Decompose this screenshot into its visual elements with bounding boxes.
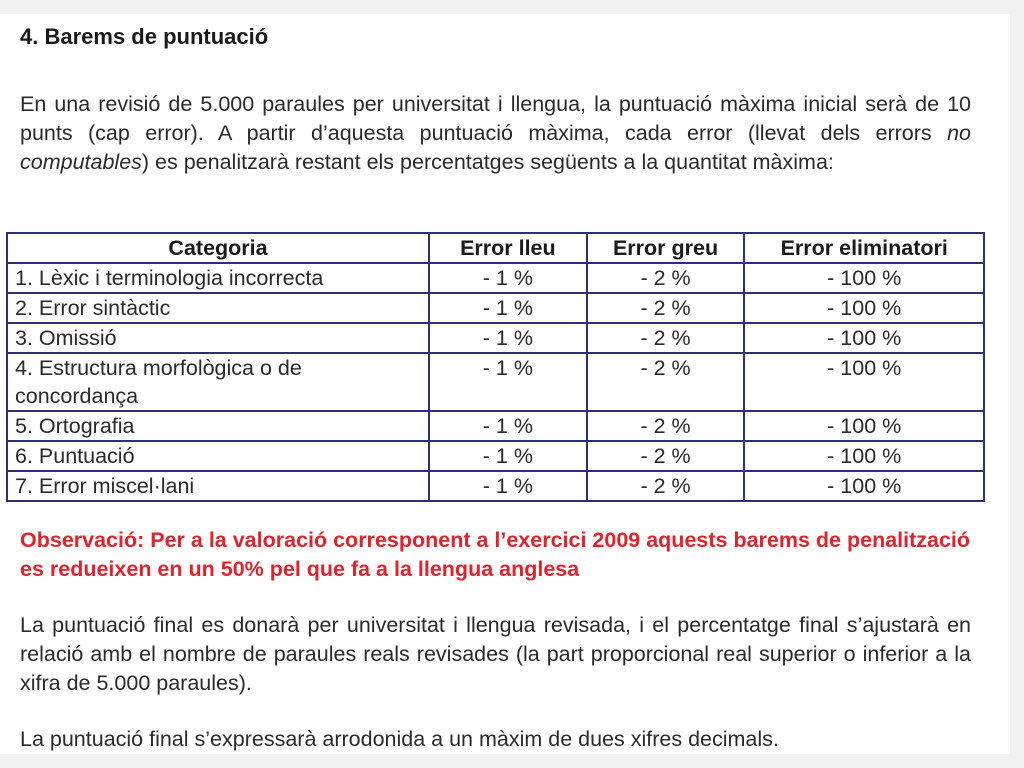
table-row [7,411,984,441]
eliminatori-cell: - 100 % [744,293,984,323]
intro-italic-text: no computables [20,121,971,174]
lleu-cell: - 1 % [429,353,587,411]
column-header-greu: Error greu [587,233,745,263]
greu-cell: - 2 % [587,323,745,353]
category-cell: 7. Error miscel·lani [7,471,429,501]
intro-paragraph [20,90,971,177]
table-row [7,471,984,501]
rounding-paragraph: La puntuació final s’expressarà arrodonida a un màxim de dues xifres decimals. [20,727,779,751]
eliminatori-cell: - 100 % [744,323,984,353]
category-cell: 3. Omissió [7,323,429,353]
category-cell: 5. Ortografia [7,411,429,441]
table-row [7,441,984,471]
eliminatori-cell: - 100 % [744,441,984,471]
penalty-table [6,232,985,502]
greu-cell: - 2 % [587,293,745,323]
table-row [7,353,984,411]
intro-text-end: ) es penalitzarà restant els percentatges següents a la quantitat màxima: [141,150,834,174]
greu-cell: - 2 % [587,411,745,441]
eliminatori-cell: - 100 % [744,263,984,293]
lleu-cell: - 1 % [429,263,587,293]
table-row [7,323,984,353]
greu-cell: - 2 % [587,471,745,501]
final-score-paragraph: La puntuació final es donarà per universitat i llengua revisada, i el percentatge final s’ajustarà en relació amb el nombre de paraules reals revisades (la part proporcional real superior o inferior a la xifra de 5.000 paraules). [20,613,971,695]
lleu-cell: - 1 % [429,441,587,471]
greu-cell: - 2 % [587,441,745,471]
eliminatori-cell: - 100 % [744,411,984,441]
category-cell: 2. Error sintàctic [7,293,429,323]
document-page [0,14,1010,754]
category-cell: 1. Lèxic i terminologia incorrecta [7,263,429,293]
table-row [7,293,984,323]
category-cell: 4. Estructura morfològica o de concordança [7,353,429,411]
greu-cell: - 2 % [587,353,745,411]
observation-note: Observació: Per a la valoració corresponent a l’exercici 2009 aquests barems de penalització es redueixen en un 50% pel que fa a la llengua anglesa [20,528,971,581]
lleu-cell: - 1 % [429,411,587,441]
eliminatori-cell: - 100 % [744,471,984,501]
lleu-cell: - 1 % [429,293,587,323]
greu-cell: - 2 % [587,263,745,293]
section-heading: 4. Barems de puntuació [20,24,269,49]
lleu-cell: - 1 % [429,471,587,501]
column-header-lleu: Error lleu [429,233,587,263]
column-header-eliminatori: Error eliminatori [744,233,984,263]
column-header-category: Categoria [7,233,429,263]
table-header-row [7,233,984,263]
eliminatori-cell: - 100 % [744,353,984,411]
category-cell: 6. Puntuació [7,441,429,471]
lleu-cell: - 1 % [429,323,587,353]
intro-text-start: En una revisió de 5.000 paraules per universitat i llengua, la puntuació màxima inicial serà de 10 punts (cap error). A partir d’aquesta puntuació màxima, cada error (llevat dels errors [20,92,971,145]
table-row [7,263,984,293]
